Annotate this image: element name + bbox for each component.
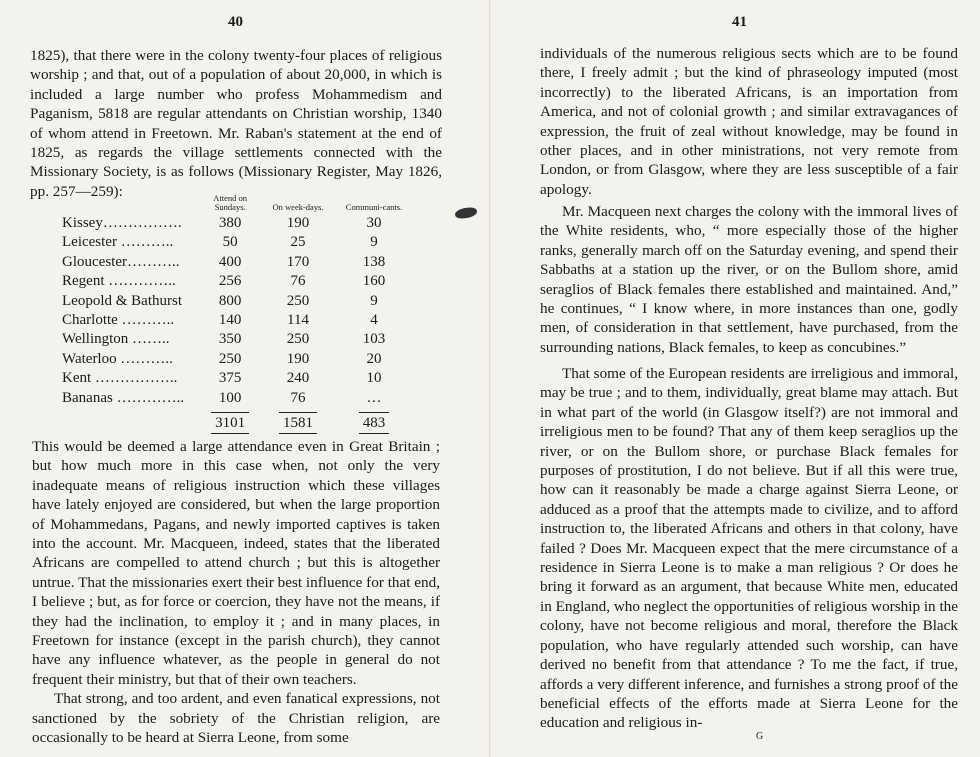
table-row	[62, 253, 412, 272]
communicants-cell: 20	[366, 350, 382, 367]
table-total-row	[62, 408, 412, 434]
table-header-place	[62, 194, 200, 214]
sundays-cell: 100	[218, 389, 242, 406]
weekdays-cell: 190	[286, 215, 310, 231]
communicants-cell: 160	[362, 273, 386, 290]
sundays-cell: 400	[218, 253, 242, 270]
left-bottom-text	[32, 437, 440, 748]
total-weekdays: 1581	[260, 408, 336, 434]
total-communicants: 483	[336, 408, 412, 434]
weekdays-cell: 76	[290, 273, 306, 290]
sundays-cell: 256	[218, 273, 242, 290]
page-number-right: 41	[732, 14, 747, 30]
signature-mark: G	[756, 731, 764, 742]
communicants-cell: 9	[370, 292, 378, 309]
attendance-table	[62, 194, 412, 434]
table-row	[62, 311, 412, 330]
table-row	[62, 369, 412, 388]
table-row	[62, 233, 412, 252]
weekdays-cell: 170	[286, 253, 310, 270]
place-cell: Leicester ………..	[62, 234, 174, 251]
paragraph: 1825), that there were in the colony twenty-four places of religious worship ; and that, out of a population of about 20,000, in which is included a large number who profess Mohammedism and Paganism, 5818 are regular attendants on Christian worship, 1340 of whom attend in Freetown. Mr. Raban's statement at the end of 1825, as regards the village settlements connected with the Missionary Society, is as follows (Missionary Register, May 1826, pp. 257—259):	[30, 47, 442, 200]
communicants-cell: 9	[370, 234, 378, 251]
place-cell: Leopold & Bathurst	[62, 292, 182, 309]
sundays-cell: 50	[222, 234, 238, 251]
paragraph: Mr. Macqueen next charges the colony with the immoral lives of the White residents, who, “ more especially those of the higher ranks, generally march off on the Saturday evening, and spend their Sabbaths at a station up the river, or on the Bullom shore, amid seraglios of Black females there established and maintained. And,” he continues, “ I know where, in more instances than one, godly men, of consideration in that settlement, have purchased, from the surrounding nations, Black females, to keep as concubines.”	[540, 203, 958, 356]
left-top-paragraph	[30, 46, 442, 201]
weekdays-cell: 240	[286, 370, 310, 387]
paragraph: That strong, and too ardent, and even fanatical expressions, not sanctioned by the sobriety of the Christian religion, are occasionally to be heard at Sierra Leone, from some	[32, 690, 440, 747]
table-row	[62, 389, 412, 408]
right-top-paragraph	[540, 44, 958, 199]
paragraph: This would be deemed a large attendance even in Great Britain ; but how much more in this case when, not only the very inadequate means of religious instruction which these villages have lately enjoyed are considered, but when the large proportion of Mohammedans, Pagans, and newly imported captives is taken into the account. Mr. Macqueen, indeed, states that the liberated Africans are compelled to attend church ; but this is altogether untrue. That the missionaries exert their best influence for that end, I believe ; but, as for force or coercion, they have not the means, if they had the inclination, to employ it ; and in many places, in Freetown for instance (except in the parish church), they cannot have any influence whatever, as the people in general do not frequent their ministry, but that of their own teachers.	[32, 438, 440, 688]
table-row	[62, 350, 412, 369]
communicants-cell: 10	[366, 370, 382, 387]
communicants-cell: 138	[362, 253, 386, 270]
place-cell: Regent …………..	[62, 273, 176, 290]
place-cell: Kent ……………..	[62, 370, 178, 387]
table-body	[62, 214, 412, 408]
sundays-cell: 250	[218, 350, 242, 367]
place-cell: Waterloo ………..	[62, 350, 173, 367]
place-cell: Kissey…………….	[62, 215, 182, 231]
table-header-weekdays: On week-days.	[272, 202, 324, 212]
weekdays-cell: 250	[286, 331, 310, 348]
place-cell: Bananas …………..	[62, 389, 185, 406]
communicants-cell: 4	[370, 312, 378, 329]
table-row	[62, 330, 412, 349]
paragraph: That some of the European residents are irreligious and immoral, may be true ; and to them, individually, great blame may attach. But in what part of the world (in Glasgow itself?) are not immoral and irreligious men to be found? That any of them keep seraglios up the river, or on the Bullom shore, or purchase Black females for purposes of prostitution, I do not believe. But if all this were true, how can it reasonably be made a charge against Sierra Leone, or adduced as a proof that the attempts made to civilize, and to afford instruction to, the liberated Africans and others in that colony, have failed ? Does Mr. Macqueen expect that the mere circumstance of a residence in Sierra Leone is to make a man religious ? Or does he bring it forward as an argument, that because White men, educated in England, who neglect the opportunities of religious worship in the colony, have not become religious and moral, therefore the Black population, who have regularly attended such worship, can have derived no benefit from that attendance ? To me the fact, if true, affords a very different inference, and furnishes a strong proof of the beneficial effects of the efforts made at Sierra Leone for the education and religious in-	[540, 365, 959, 732]
sundays-cell: 350	[218, 331, 242, 348]
communicants-cell: …	[366, 389, 382, 406]
right-mid-paragraph	[540, 202, 958, 357]
total-label	[62, 408, 200, 434]
right-page	[490, 0, 980, 757]
place-cell: Gloucester………..	[62, 253, 180, 270]
page-number-left: 40	[228, 14, 243, 30]
weekdays-cell: 190	[286, 350, 310, 367]
right-low-paragraph	[540, 364, 958, 733]
table-row	[62, 214, 412, 233]
weekdays-cell: 114	[287, 312, 309, 329]
table-row	[62, 272, 412, 291]
sundays-cell: 375	[218, 370, 242, 387]
table-header-communicants: Communi-cants.	[345, 202, 403, 212]
place-cell: Charlotte ………..	[62, 312, 175, 329]
weekdays-cell: 250	[286, 292, 310, 309]
sundays-cell: 140	[218, 312, 242, 329]
weekdays-cell: 25	[290, 234, 306, 251]
table-row	[62, 292, 412, 311]
sundays-cell: 800	[218, 292, 242, 309]
table-header-row	[62, 194, 412, 214]
communicants-cell: 103	[362, 331, 386, 348]
table-header-sundays: Attend on Sundays.	[213, 193, 248, 212]
paragraph: individuals of the numerous religious sects which are to be found there, I freely admit ; but the kind of phraseology imputed (most incorrectly) to the liberated Africans, is an importation from America, and not of colonial growth ; and similar extravagances of expression, the fruit of zeal without knowledge, may be found in other places, and in other ministrations, not very remote from London, or from Glasgow, where they are less susceptible of a fair apology.	[540, 45, 958, 198]
total-sundays: 3101	[200, 408, 260, 434]
place-cell: Wellington ……..	[62, 331, 170, 348]
weekdays-cell: 76	[290, 389, 306, 406]
sundays-cell: 380	[218, 215, 242, 231]
communicants-cell: 30	[366, 215, 382, 231]
